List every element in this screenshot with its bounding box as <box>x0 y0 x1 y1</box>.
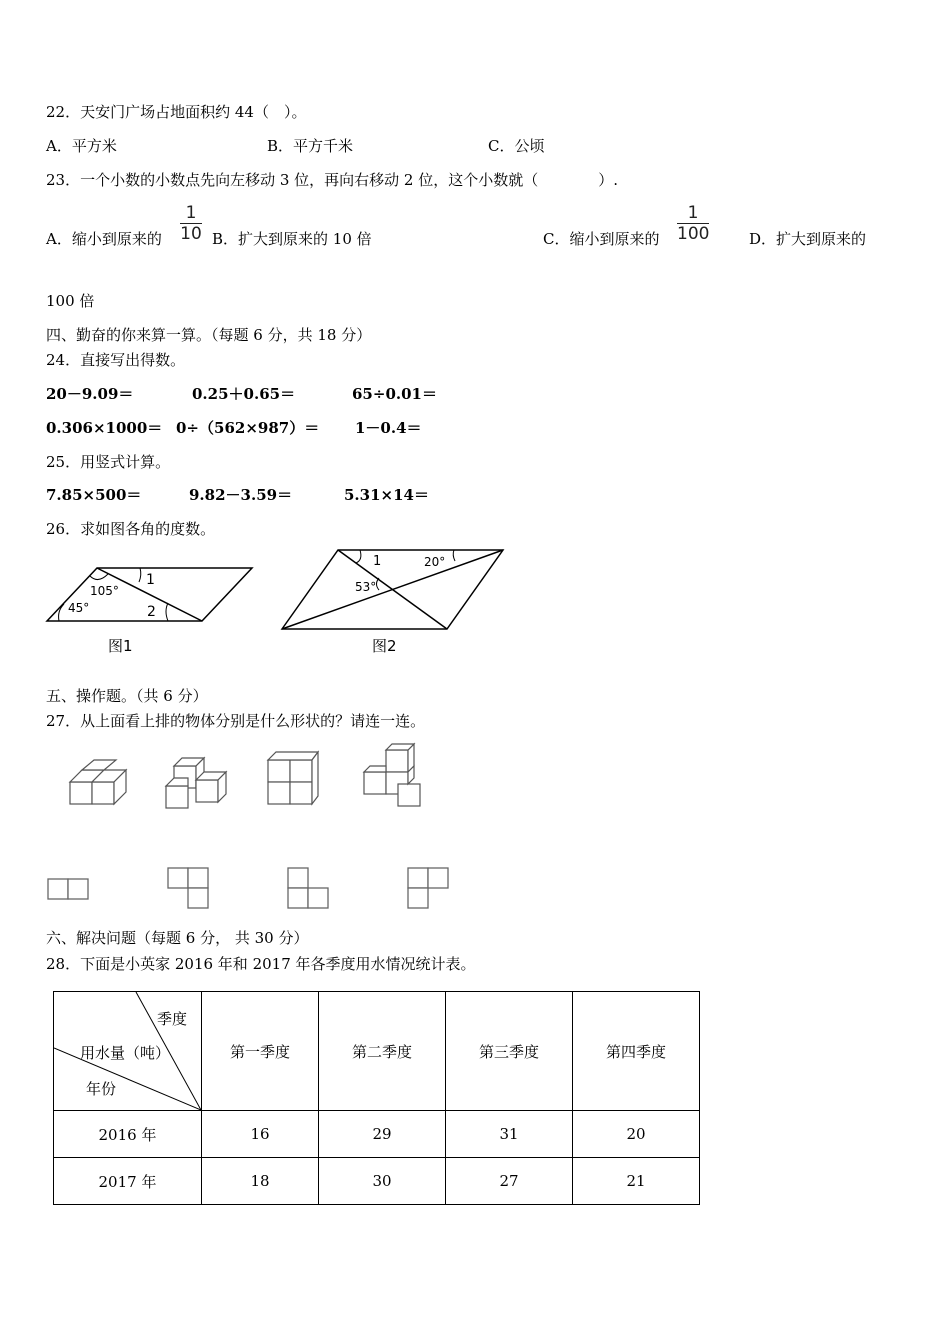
table-row <box>54 1158 700 1205</box>
q22-option-a: A．平方米 <box>46 137 117 155</box>
q23-fraction-c <box>677 204 709 243</box>
angle-arc <box>453 550 455 561</box>
column-header: 第三季度 <box>446 992 573 1111</box>
fraction-numerator: 1 <box>687 203 699 223</box>
top-view-3 <box>288 868 328 908</box>
table-cell: 18 <box>202 1158 319 1205</box>
fraction-denominator: 100 <box>677 224 710 244</box>
q23-option-c: C．缩小到原来的 <box>543 230 660 248</box>
angle-arc <box>356 550 361 563</box>
angle-label-45: 45° <box>68 601 90 615</box>
top-views-row <box>40 860 460 915</box>
q23-option-d: D．扩大到原来的 <box>749 230 867 248</box>
q24-expr: 0.306×1000＝ <box>46 419 163 437</box>
cube-stack-3 <box>268 752 318 804</box>
q25-expr: 9.82－3.59＝ <box>189 486 293 504</box>
q25-expr: 7.85×500＝ <box>46 486 142 504</box>
column-header: 第一季度 <box>202 992 319 1111</box>
section-5-title: 五、操作题。（共 6 分） <box>46 687 208 705</box>
q27-stem: 27．从上面看上排的物体分别是什么形状的？请连一连。 <box>46 712 426 730</box>
cube-stack-2 <box>166 758 226 808</box>
angle-label-2: 2 <box>147 604 156 620</box>
q24-expr: 20－9.09＝ <box>46 385 134 403</box>
angle-arc <box>90 574 108 580</box>
q22-option-b: B．平方千米 <box>267 137 354 155</box>
q23-option-d-continued: 100 倍 <box>46 292 95 310</box>
cube-stacks-row <box>62 742 442 814</box>
q25-expr: 5.31×14＝ <box>344 486 429 504</box>
figure-1-caption: 图1 <box>108 637 133 655</box>
angle-label-1: 1 <box>146 572 155 588</box>
table-cell: 20 <box>573 1111 700 1158</box>
q24-stem: 24．直接写出得数。 <box>46 351 186 369</box>
table-cell: 21 <box>573 1158 700 1205</box>
q24-expr: 0÷（562×987）＝ <box>176 419 320 437</box>
angle-arc <box>59 604 64 621</box>
angle-arc <box>139 568 141 582</box>
column-header: 第四季度 <box>573 992 700 1111</box>
top-view-2 <box>168 868 208 908</box>
column-header: 第二季度 <box>319 992 446 1111</box>
table-corner-cell <box>54 992 202 1111</box>
figure-1 <box>40 560 270 660</box>
angle-label-105: 105° <box>90 584 119 598</box>
q28-stem: 28．下面是小英家 2016 年和 2017 年各季度用水情况统计表。 <box>46 955 476 973</box>
fraction-denominator: 10 <box>180 224 202 244</box>
figure-2 <box>276 545 511 660</box>
table-cell: 27 <box>446 1158 573 1205</box>
figure-2-caption: 图2 <box>372 637 397 655</box>
header-season: 季度 <box>156 1010 187 1028</box>
q23-fraction-a <box>180 204 202 243</box>
table-cell: 31 <box>446 1111 573 1158</box>
q23-option-b: B．扩大到原来的 10 倍 <box>212 230 372 248</box>
angle-label-20: 20° <box>424 555 446 569</box>
angle-label-1: 1 <box>373 554 382 569</box>
table-header-row <box>54 992 700 1111</box>
top-view-4 <box>408 868 448 908</box>
header-year: 年份 <box>86 1080 117 1098</box>
q26-stem: 26．求如图各角的度数。 <box>46 520 216 538</box>
q22-stem: 22．天安门广场占地面积约 44（ ）。 <box>46 103 307 121</box>
section-4-title: 四、勤奋的你来算一算。（每题 6 分，共 18 分） <box>46 326 372 344</box>
q22-option-c: C．公顷 <box>488 137 545 155</box>
fraction-numerator: 1 <box>185 203 197 223</box>
section-6-title: 六、解决问题（每题 6 分， 共 30 分） <box>46 929 309 947</box>
q24-expr: 1－0.4＝ <box>355 419 422 437</box>
angle-label-53: 53° <box>355 580 377 594</box>
q24-expr: 0.25＋0.65＝ <box>192 385 296 403</box>
angle-arc <box>166 603 168 621</box>
q23-option-a: A．缩小到原来的 <box>46 230 162 248</box>
q23-stem: 23．一个小数的小数点先向左移动 3 位，再向右移动 2 位，这个小数就（ ）. <box>46 171 619 189</box>
table-cell: 16 <box>202 1111 319 1158</box>
cube-stack-1 <box>70 760 126 804</box>
row-year: 2017 年 <box>54 1158 202 1205</box>
header-amount: 用水量（吨） <box>80 1044 171 1062</box>
top-view-1 <box>48 879 88 899</box>
table-cell: 30 <box>319 1158 446 1205</box>
table-cell: 29 <box>319 1111 446 1158</box>
diagonal <box>282 550 503 629</box>
q24-expr: 65÷0.01＝ <box>352 385 437 403</box>
water-usage-table <box>53 991 700 1205</box>
q25-stem: 25．用竖式计算。 <box>46 453 171 471</box>
row-year: 2016 年 <box>54 1111 202 1158</box>
cube-stack-4 <box>364 744 420 806</box>
table-row <box>54 1111 700 1158</box>
